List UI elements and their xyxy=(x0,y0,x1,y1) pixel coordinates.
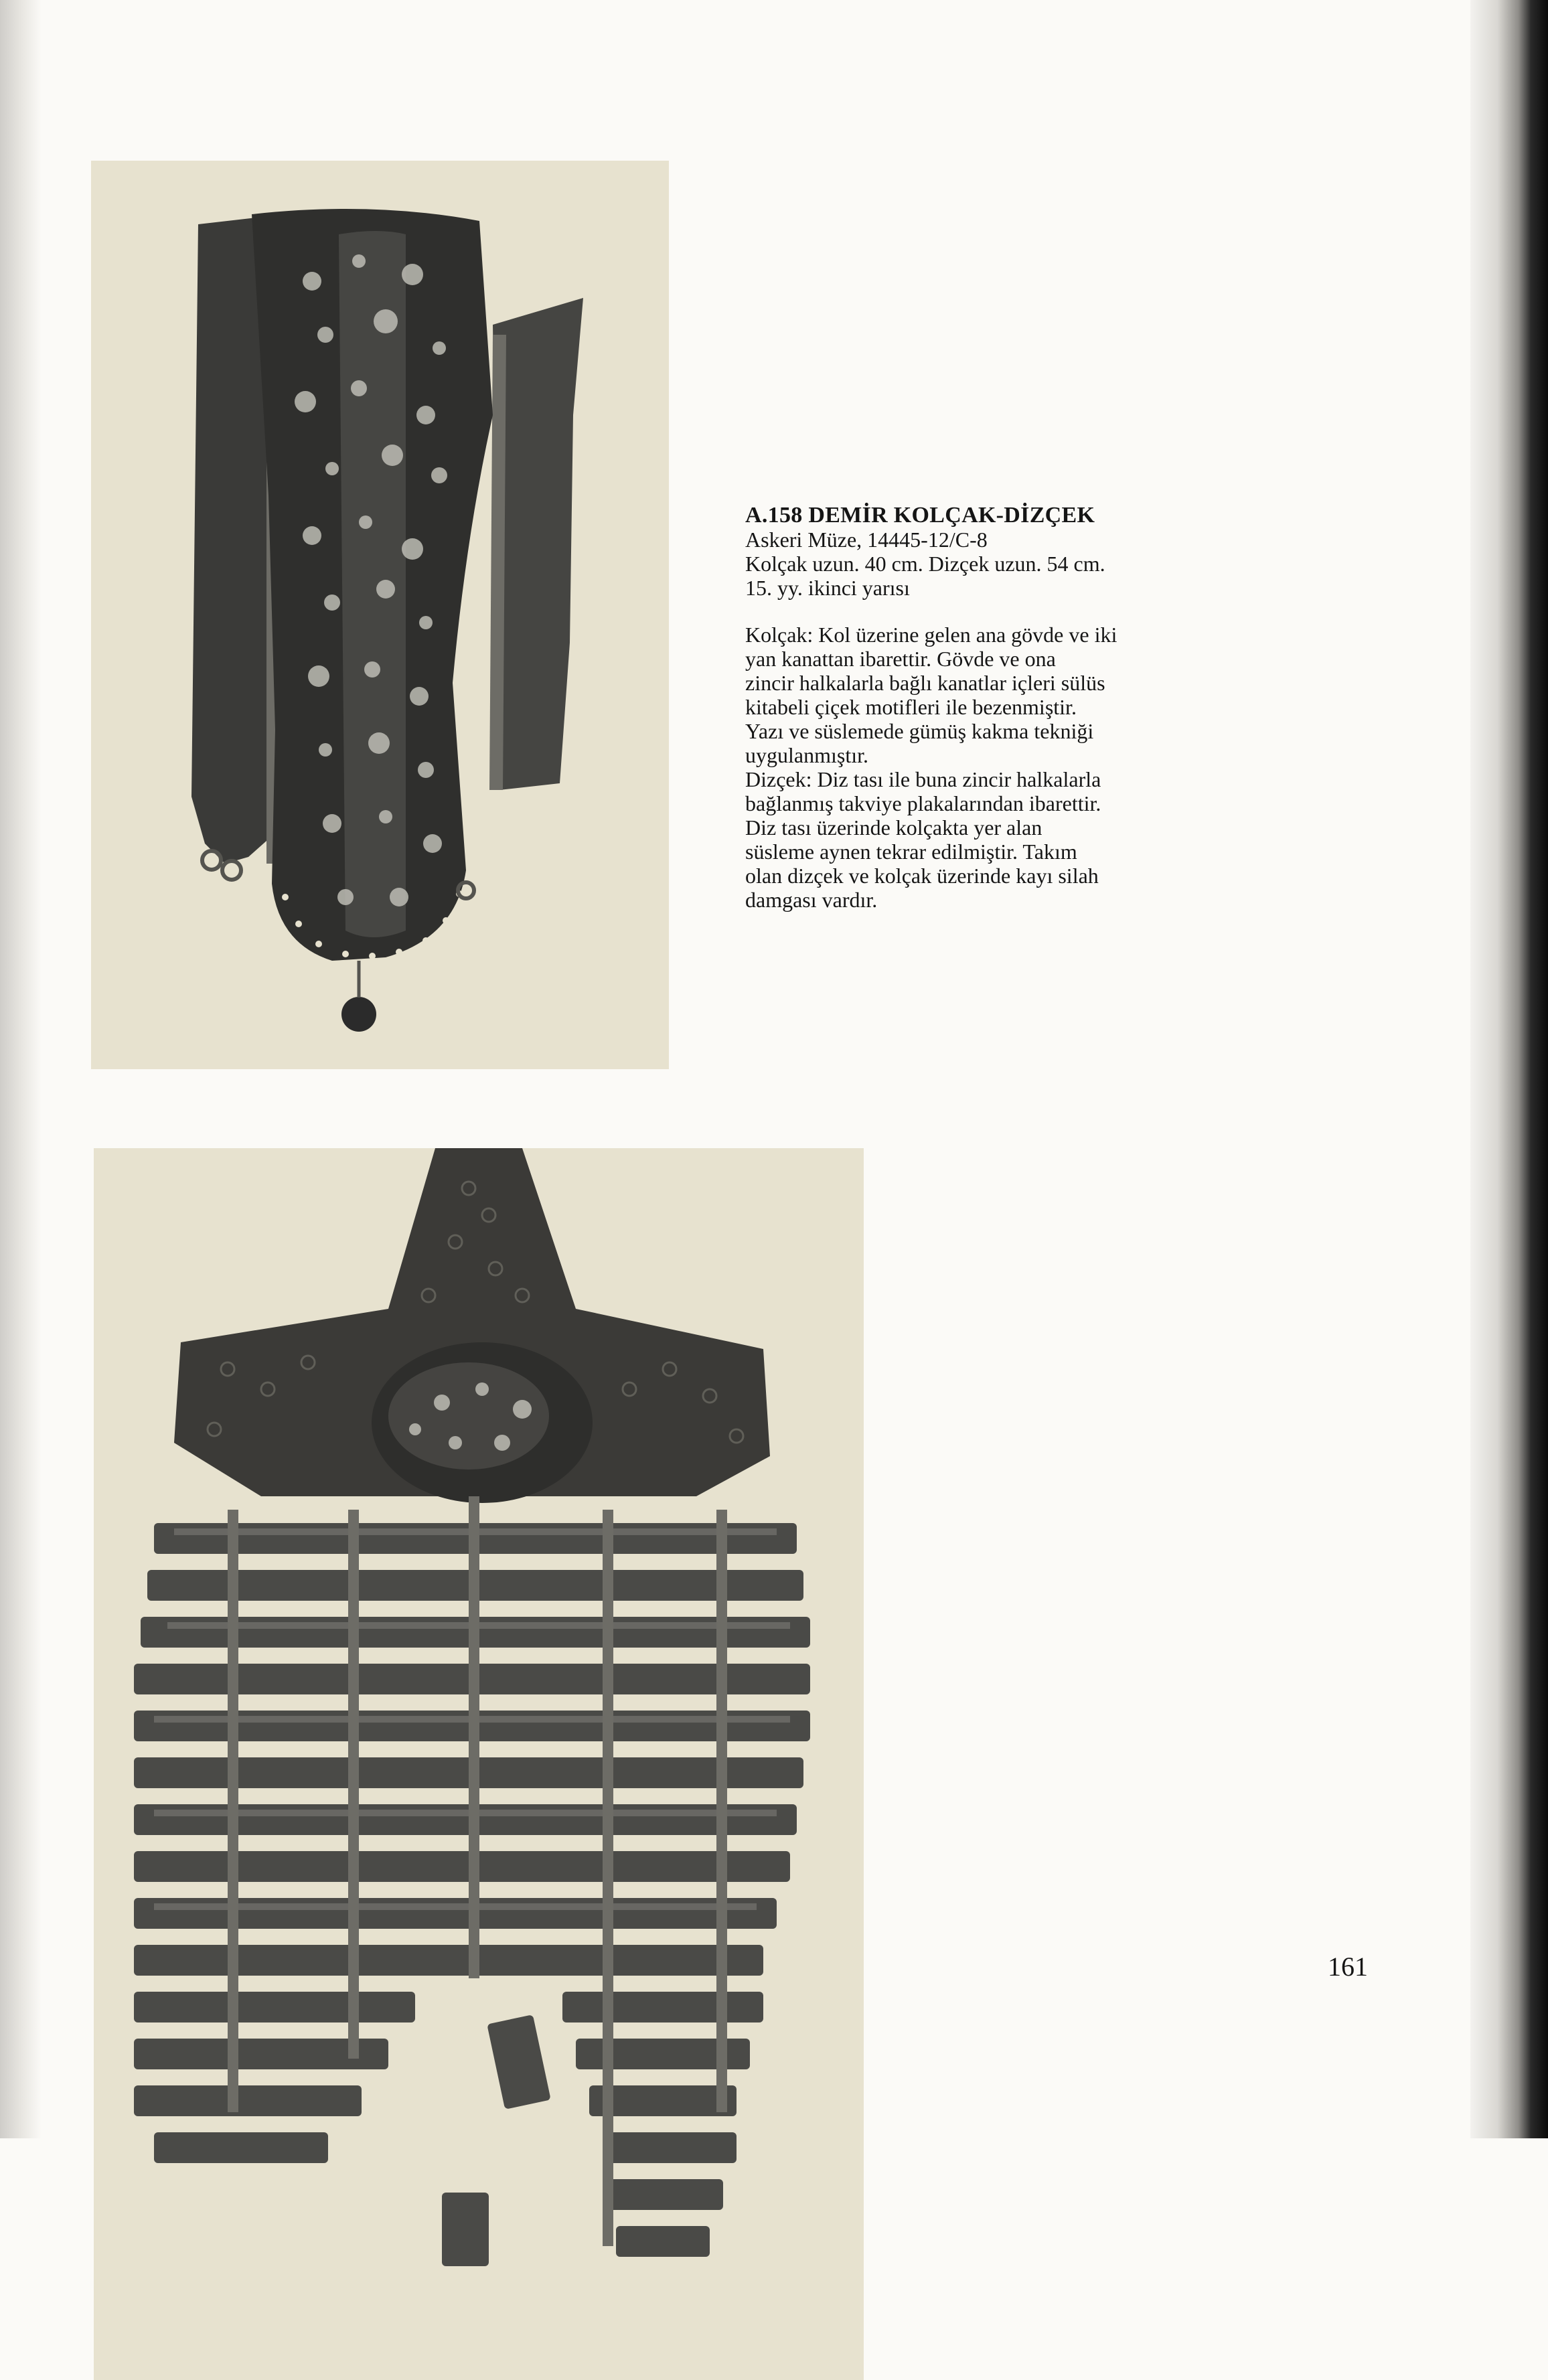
description-line: zincir halkalarla bağlı kanatlar içleri sülüs xyxy=(745,671,1105,695)
page-gutter-shadow xyxy=(0,0,42,2138)
photo-knee-guard xyxy=(94,1148,864,2380)
caption-date: 15. yy. ikinci yarısı xyxy=(745,576,910,600)
caption-title: A.158 DEMİR KOLÇAK-DİZÇEK xyxy=(745,503,1095,528)
description-line: Kolçak: Kol üzerine gelen ana gövde ve iki xyxy=(745,623,1117,647)
caption-description xyxy=(745,623,1227,912)
description-line: Diz tası üzerinde kolçakta yer alan xyxy=(745,815,1042,840)
knee-guard-illustration xyxy=(94,1148,864,2380)
caption-collection: Askeri Müze, 14445-12/C-8 xyxy=(745,528,988,552)
catalog-caption xyxy=(745,503,1227,912)
description-line: süsleme aynen tekrar edilmiştir. Takım xyxy=(745,840,1077,864)
book-binding-edge xyxy=(1470,0,1548,2138)
description-line: uygulanmıştır. xyxy=(745,743,868,767)
page-number: 161 xyxy=(1328,1952,1368,1982)
caption-dimensions: Kolçak uzun. 40 cm. Dizçek uzun. 54 cm. xyxy=(745,552,1105,576)
description-line: Dizçek: Diz tası ile buna zincir halkalarla xyxy=(745,767,1101,791)
photo-arm-guard xyxy=(91,161,669,1069)
description-line: olan dizçek ve kolçak üzerinde kayı silah xyxy=(745,864,1099,888)
description-line: yan kanattan ibarettir. Gövde ve ona xyxy=(745,647,1056,671)
description-line: kitabeli çiçek motifleri ile bezenmiştir. xyxy=(745,695,1077,719)
description-line: bağlanmış takviye plakalarından ibarettir. xyxy=(745,791,1101,815)
description-line: Yazı ve süslemede gümüş kakma tekniği xyxy=(745,719,1094,743)
description-line: damgası vardır. xyxy=(745,888,878,912)
arm-guard-illustration xyxy=(91,161,669,1069)
